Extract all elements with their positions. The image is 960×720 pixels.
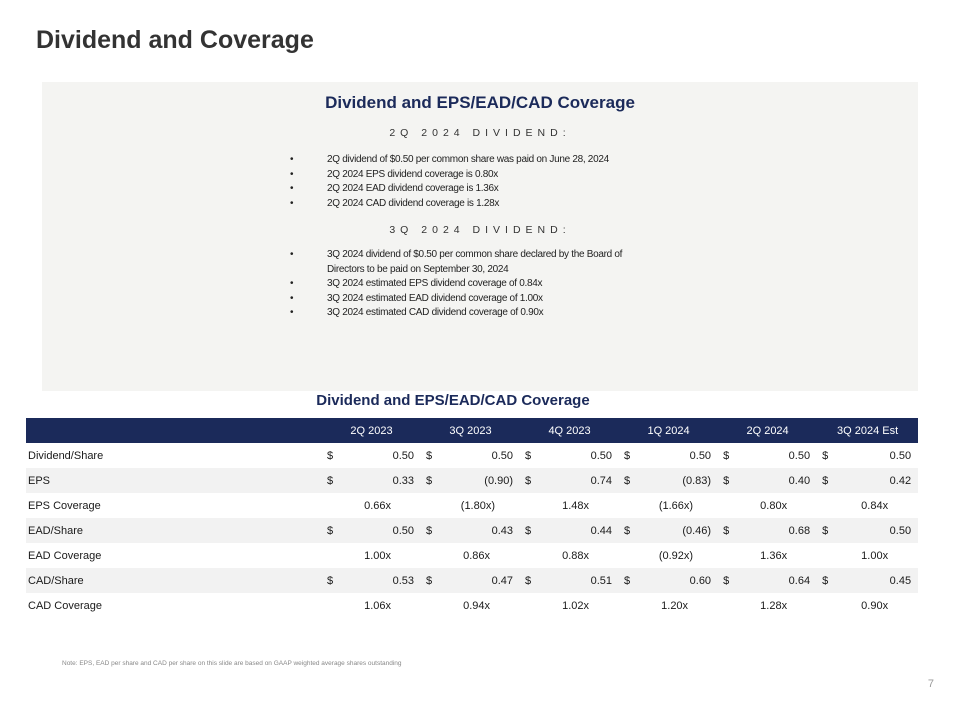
value-cell: (0.90) — [447, 468, 520, 493]
coverage-cell — [619, 543, 718, 568]
table-row — [26, 493, 918, 518]
value-cell: 0.50 — [843, 518, 918, 543]
coverage-value: 0.90x — [861, 599, 889, 612]
bullet-icon: • — [290, 183, 294, 194]
currency-cell: $ — [822, 449, 829, 462]
coverage-value: 0.84x — [861, 499, 889, 512]
coverage-value: 1.06x — [364, 599, 392, 612]
coverage-cell — [718, 543, 817, 568]
bullet-list-3q-2024 — [290, 248, 710, 321]
column-header: 3Q 2023 — [421, 418, 520, 443]
coverage-cell — [421, 543, 520, 568]
value-cell: 0.33 — [348, 468, 421, 493]
coverage-value: 1.48x — [562, 499, 590, 512]
currency-cell: $ — [723, 449, 730, 462]
currency-cell: $ — [817, 468, 843, 493]
currency-cell: $ — [520, 568, 546, 593]
currency-cell: $ — [817, 568, 843, 593]
currency-cell: $ — [322, 518, 348, 543]
list-item — [290, 306, 710, 321]
currency-cell: $ — [520, 518, 546, 543]
bullet-icon: • — [290, 197, 294, 209]
row-label: Dividend/Share — [28, 449, 104, 462]
row-label: CAD Coverage — [28, 599, 102, 612]
bullet-text: 3Q 2024 estimated EAD dividend coverage of 1.00x — [327, 292, 543, 304]
list-item — [290, 277, 710, 292]
value-cell: (0.83) — [645, 468, 718, 493]
bullet-icon: • — [290, 307, 294, 318]
column-header: 2Q 2024 — [718, 418, 817, 443]
row-label: EPS Coverage — [28, 499, 101, 512]
value-cell: 0.50 — [889, 449, 912, 462]
coverage-cell — [322, 543, 421, 568]
currency-cell: $ — [624, 449, 631, 462]
column-header: 4Q 2023 — [520, 418, 619, 443]
coverage-value: 0.94x — [463, 599, 491, 612]
coverage-value: 0.80x — [760, 499, 788, 512]
currency-cell: $ — [426, 449, 433, 462]
currency-cell: $ — [619, 568, 645, 593]
bullet-text: 3Q 2024 dividend of $0.50 per common share declared by the Board of — [327, 249, 623, 260]
coverage-cell — [520, 593, 619, 618]
column-header: 3Q 2024 Est — [817, 418, 918, 443]
value-cell: 0.68 — [744, 518, 817, 543]
row-label: EPS — [26, 468, 322, 493]
currency-cell: $ — [421, 518, 447, 543]
currency-cell: $ — [718, 468, 744, 493]
coverage-value: 0.88x — [562, 549, 590, 562]
coverage-value: 0.66x — [364, 499, 392, 512]
table-row — [26, 568, 918, 593]
value-cell: 0.50 — [689, 449, 712, 462]
row-label: CAD/Share — [26, 568, 322, 593]
coverage-table — [26, 418, 918, 618]
table-body — [26, 443, 918, 618]
table-title: Dividend and EPS/EAD/CAD Coverage — [316, 392, 590, 409]
currency-cell: $ — [421, 568, 447, 593]
coverage-cell — [817, 493, 918, 518]
bullet-text: 3Q 2024 estimated CAD dividend coverage of 0.90x — [327, 307, 544, 318]
coverage-cell — [817, 543, 918, 568]
coverage-value: 1.20x — [661, 599, 689, 612]
coverage-value: 1.00x — [861, 549, 889, 562]
value-cell: 0.50 — [348, 518, 421, 543]
bullet-icon: • — [290, 168, 294, 180]
bullet-list-2q-2024 — [290, 153, 710, 211]
value-cell: 0.43 — [447, 518, 520, 543]
table-row — [26, 543, 918, 568]
value-cell: 0.42 — [843, 468, 918, 493]
value-cell: 0.60 — [645, 568, 718, 593]
page-number: 7 — [927, 678, 934, 690]
bullet-text-continued: Directors to be paid on September 30, 2024 — [327, 263, 509, 275]
list-item — [290, 153, 710, 168]
bullet-text: 2Q 2024 EPS dividend coverage is 0.80x — [327, 168, 498, 180]
list-item — [290, 248, 710, 277]
value-cell: 0.50 — [788, 449, 811, 462]
coverage-cell — [817, 593, 918, 618]
value-cell: 0.40 — [744, 468, 817, 493]
coverage-value: 1.02x — [562, 599, 590, 612]
page-title: Dividend and Coverage — [36, 26, 314, 54]
coverage-cell — [322, 493, 421, 518]
currency-cell: $ — [718, 568, 744, 593]
section-heading-3q-2024: 3Q 2024 DIVIDEND: — [389, 224, 571, 236]
coverage-cell — [619, 493, 718, 518]
coverage-value: 0.86x — [463, 549, 491, 562]
coverage-value: (0.92x) — [658, 549, 694, 562]
bullet-icon: • — [290, 249, 294, 260]
panel-title: Dividend and EPS/EAD/CAD Coverage — [325, 93, 635, 112]
bullet-icon: • — [290, 292, 294, 304]
coverage-value: 1.00x — [364, 549, 392, 562]
currency-cell: $ — [520, 468, 546, 493]
coverage-cell — [421, 493, 520, 518]
coverage-value: 1.28x — [760, 599, 788, 612]
value-cell: 0.51 — [546, 568, 619, 593]
value-cell: 0.50 — [590, 449, 613, 462]
value-cell: 0.45 — [843, 568, 918, 593]
table-row — [26, 443, 918, 468]
value-cell: 0.64 — [744, 568, 817, 593]
coverage-value: (1.66x) — [658, 499, 694, 512]
list-item — [290, 168, 710, 183]
value-cell: 0.74 — [546, 468, 619, 493]
currency-cell: $ — [525, 449, 532, 462]
value-cell: 0.50 — [491, 449, 514, 462]
coverage-cell — [520, 543, 619, 568]
table-row — [26, 593, 918, 618]
row-label: EAD Coverage — [28, 549, 102, 562]
coverage-cell — [421, 593, 520, 618]
currency-cell: $ — [619, 518, 645, 543]
coverage-cell — [619, 593, 718, 618]
currency-cell: $ — [421, 468, 447, 493]
table-row — [26, 468, 918, 493]
bullet-text: 2Q dividend of $0.50 per common share was paid on June 28, 2024 — [327, 154, 609, 165]
table-row — [26, 518, 918, 543]
coverage-cell — [718, 493, 817, 518]
coverage-value: (1.80x) — [460, 499, 496, 512]
bullet-text: 3Q 2024 estimated EPS dividend coverage of 0.84x — [327, 278, 543, 289]
value-cell: 0.47 — [447, 568, 520, 593]
column-header: 1Q 2024 — [619, 418, 718, 443]
currency-cell: $ — [718, 518, 744, 543]
value-cell: (0.46) — [645, 518, 718, 543]
list-item — [290, 197, 710, 212]
header-label-cell — [26, 418, 322, 443]
coverage-value: 1.36x — [760, 549, 788, 562]
bullet-icon: • — [290, 154, 294, 165]
currency-cell: $ — [327, 449, 334, 462]
list-item — [290, 292, 710, 307]
footnote: Note: EPS, EAD per share and CAD per share on this slide are based on GAAP weighted average shares outstanding — [62, 660, 402, 667]
bullet-text: 2Q 2024 CAD dividend coverage is 1.28x — [327, 197, 500, 209]
section-heading-2q-2024: 2Q 2024 DIVIDEND: — [389, 127, 571, 139]
coverage-cell — [520, 493, 619, 518]
bullet-icon: • — [290, 278, 294, 289]
coverage-cell — [322, 593, 421, 618]
table-header-row — [26, 418, 918, 443]
value-cell: 0.50 — [392, 449, 415, 462]
currency-cell: $ — [619, 468, 645, 493]
list-item — [290, 182, 710, 197]
row-label: EAD/Share — [26, 518, 322, 543]
value-cell: 0.44 — [546, 518, 619, 543]
currency-cell: $ — [322, 468, 348, 493]
currency-cell: $ — [322, 568, 348, 593]
dividend-summary-panel — [42, 82, 918, 391]
coverage-cell — [718, 593, 817, 618]
currency-cell: $ — [817, 518, 843, 543]
value-cell: 0.53 — [348, 568, 421, 593]
column-header: 2Q 2023 — [322, 418, 421, 443]
bullet-text: 2Q 2024 EAD dividend coverage is 1.36x — [327, 183, 499, 194]
